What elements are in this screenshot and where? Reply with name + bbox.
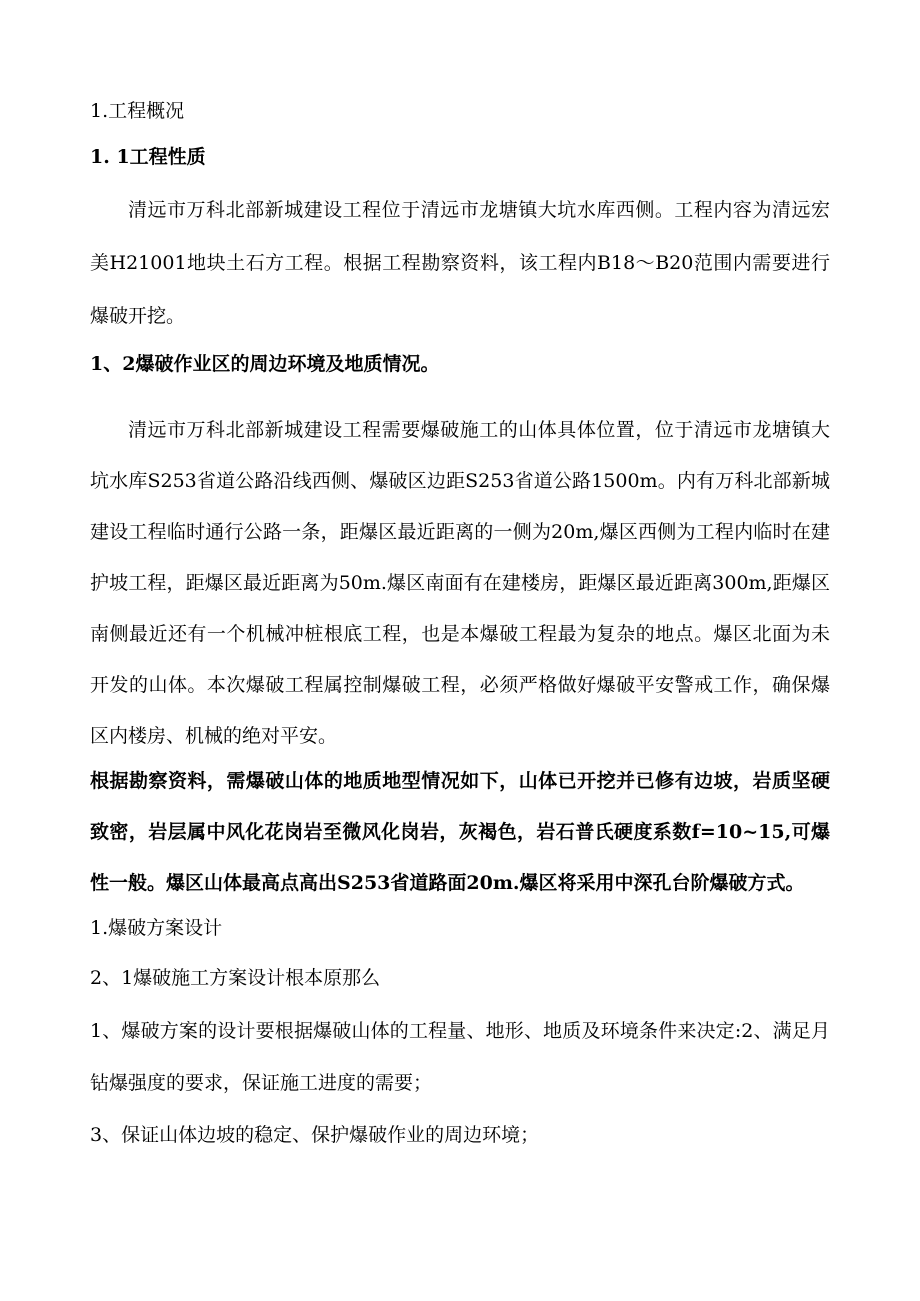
paragraph-project-nature: 清远市万科北部新城建设工程位于清远市龙塘镇大坑水库西侧。工程内容为清远宏美H21001地块土石方工程。根据工程勘察资料，该工程内B18～B20范围内需要进行爆破开挖。 [90,199,830,327]
subsection-heading-1-1: 1. 1工程性质 [90,146,206,168]
document-page [90,98,830,1161]
subsection-heading-1-2: 1、2爆破作业区的周边环境及地质情况。 [90,353,440,375]
paragraph-design-principle-3: 3、保证山体边坡的稳定、保护爆破作业的周边环境； [90,1124,540,1146]
paragraph-surroundings: 清远市万科北部新城建设工程需要爆破施工的山体具体位置，位于清远市龙塘镇大坑水库S253省道公路沿线西侧、爆破区边距S253省道公路1500m。内有万科北部新城建设工程临时通行公路一条，距爆区最近距离的一侧为20m,爆区西侧为工程内临时在建护坡工程，距爆区最近距离为50m.爆区南面有在建楼房，距爆区最近距离300m,距爆区南侧最近还有一个机械冲桩根底工程，也是本爆破工程最为复杂的地点。爆区北面为未开发的山体。本次爆破工程属控制爆破工程，必须严格做好爆破平安警戒工作，确保爆区内楼房、机械的绝对平安。 [90,419,830,747]
paragraph-geology: 根据勘察资料，需爆破山体的地质地型情况如下，山体已开挖并已修有边坡，岩质坚硬致密，岩层属中风化花岗岩至微风化岗岩，灰褐色，岩石普氏硬度系数f=10~15,可爆性一般。爆区山体最高点高出S253省道路面20m.爆区将采用中深孔台阶爆破方式。 [90,770,830,894]
paragraph-design-principle-1-2: 1、爆破方案的设计要根据爆破山体的工程量、地形、地质及环境条件来决定:2、满足月钻爆强度的要求，保证施工进度的需要； [90,1020,830,1094]
section-heading-1: 1.工程概况 [90,100,185,122]
section-heading-2: 1.爆破方案设计 [90,917,223,939]
subsection-heading-2-1: 2、1爆破施工方案设计根本原那么 [90,967,381,989]
